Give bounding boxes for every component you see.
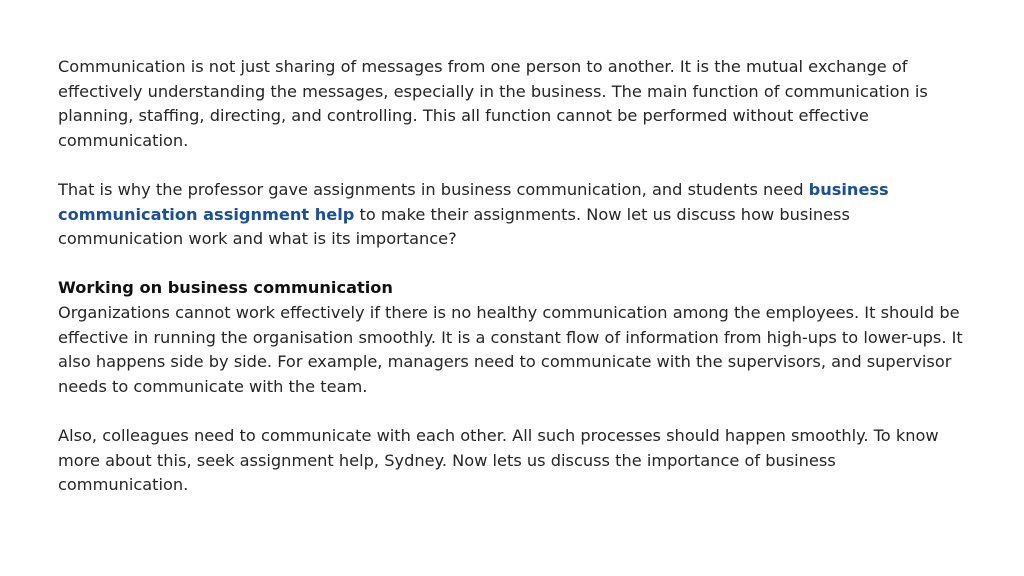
assignment-paragraph xyxy=(58,178,968,252)
document-body xyxy=(58,55,968,522)
working-section xyxy=(58,276,968,399)
colleagues-paragraph: Also, colleagues need to communicate with each other. All such processes should happen smoothly. To know more about this, seek assignment help, Sydney. Now lets us discuss the importance of business communication. xyxy=(58,425,939,495)
intro-paragraph: Communication is not just sharing of messages from one person to another. It is the mutual exchange of effectively understanding the messages, especially in the business. The main function of communication is planning, staffing, directing, and controlling. This all function cannot be performed without effective communication. xyxy=(58,57,928,150)
section-heading: Working on business communication xyxy=(58,278,393,298)
assignment-text-before-link: That is why the professor gave assignments in business communication, and students need xyxy=(58,179,809,199)
working-paragraph: Organizations cannot work effectively if there is no healthy communication among the employees. It should be effective in running the organisation smoothly. It is a constant flow of information from high-ups to lower-ups. It also happens side by side. For example, managers need to communicate with the supervisors, and supervisor needs to communicate with the team. xyxy=(58,302,963,396)
assignment-text-after-link: to make their assignments. Now let us discuss how business communication work and what is its importance? xyxy=(58,204,850,249)
assignment-help-link[interactable]: business communication assignment help xyxy=(58,179,889,224)
